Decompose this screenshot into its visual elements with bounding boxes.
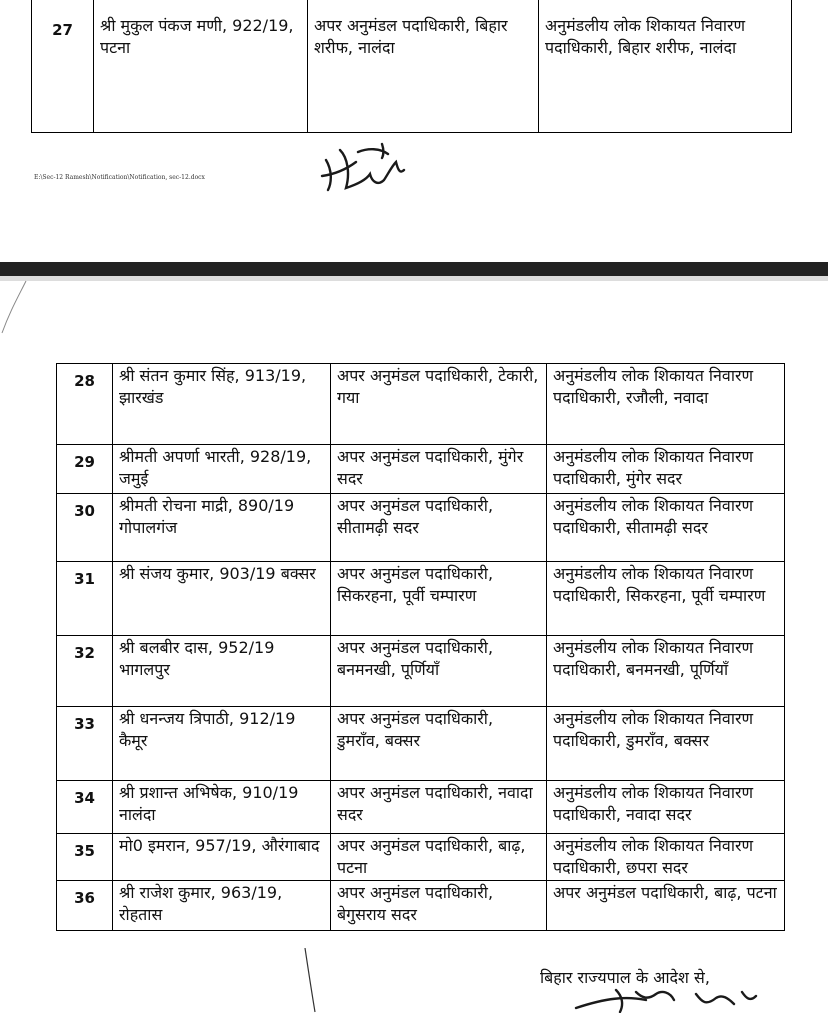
- new-post-cell: अनुमंडलीय लोक शिकायत निवारण पदाधिकारी, मुंगेर सदर: [547, 445, 785, 494]
- current-post-cell: अपर अनुमंडल पदाधिकारी, सिकरहना, पूर्वी चम्पारण: [331, 562, 547, 636]
- top-table: [31, 0, 792, 133]
- officer-name-cell: श्री प्रशान्त अभिषेक, 910/19 नालंदा: [113, 781, 331, 834]
- page-divider: [0, 262, 828, 276]
- table-row: [57, 707, 785, 781]
- new-post-cell: अनुमंडलीय लोक शिकायत निवारण पदाधिकारी, डुमराँव, बक्सर: [547, 707, 785, 781]
- current-post-cell: अपर अनुमंडल पदाधिकारी, डुमराँव, बक्सर: [331, 707, 547, 781]
- new-post-cell: अनुमंडलीय लोक शिकायत निवारण पदाधिकारी, बनमनखी, पूर्णियाँ: [547, 636, 785, 707]
- officer-name-cell: श्री संतन कुमार सिंह, 913/19, झारखंड: [113, 364, 331, 445]
- document-page-top: [0, 0, 828, 262]
- serial-number-cell: 30: [57, 494, 113, 562]
- officer-name-cell: श्री बलबीर दास, 952/19 भागलपुर: [113, 636, 331, 707]
- table-row: [57, 445, 785, 494]
- current-post-cell: अपर अनुमंडल पदाधिकारी, बाढ़, पटना: [331, 834, 547, 881]
- new-post-cell: अपर अनुमंडल पदाधिकारी, बाढ़, पटना: [547, 881, 785, 931]
- table-row: [57, 562, 785, 636]
- signature-mark-bottom: [566, 988, 766, 1013]
- table-row: [57, 636, 785, 707]
- table-row: [57, 781, 785, 834]
- officer-name-cell: श्री संजय कुमार, 903/19 बक्सर: [113, 562, 331, 636]
- file-path: E:\Sec-12 Ramesh\Notification\Notification, sec-12.docx: [34, 174, 205, 181]
- table-row: [57, 364, 785, 445]
- current-post-cell: अपर अनुमंडल पदाधिकारी, सीतामढ़ी सदर: [331, 494, 547, 562]
- current-post-cell: अपर अनुमंडल पदाधिकारी, बेगुसराय सदर: [331, 881, 547, 931]
- current-post-cell: अपर अनुमंडल पदाधिकारी, नवादा सदर: [331, 781, 547, 834]
- new-post-cell: अनुमंडलीय लोक शिकायत निवारण पदाधिकारी, रजौली, नवादा: [547, 364, 785, 445]
- table-row: [57, 494, 785, 562]
- officer-name-cell: श्री राजेश कुमार, 963/19, रोहतास: [113, 881, 331, 931]
- current-post-cell: अपर अनुमंडल पदाधिकारी, बिहार शरीफ, नालंदा: [308, 0, 539, 133]
- current-post-cell: अपर अनुमंडल पदाधिकारी, बनमनखी, पूर्णियाँ: [331, 636, 547, 707]
- serial-number-cell: 33: [57, 707, 113, 781]
- serial-number-cell: 31: [57, 562, 113, 636]
- margin-line: [303, 948, 323, 1013]
- new-post-cell: अनुमंडलीय लोक शिकायत निवारण पदाधिकारी, बिहार शरीफ, नालंदा: [539, 0, 792, 133]
- table-row: [57, 881, 785, 931]
- signature-mark: [318, 140, 418, 202]
- margin-mark: [0, 277, 30, 337]
- posting-table: [56, 363, 785, 931]
- serial-number-cell: 28: [57, 364, 113, 445]
- officer-name-cell: श्रीमती अपर्णा भारती, 928/19, जमुई: [113, 445, 331, 494]
- serial-number-cell: 36: [57, 881, 113, 931]
- officer-name-cell: श्री मुकुल पंकज मणी, 922/19, पटना: [94, 0, 308, 133]
- serial-number-cell: 29: [57, 445, 113, 494]
- officer-name-cell: श्रीमती रोचना माद्री, 890/19 गोपालगंज: [113, 494, 331, 562]
- table-row: [57, 834, 785, 881]
- new-post-cell: अनुमंडलीय लोक शिकायत निवारण पदाधिकारी, सिकरहना, पूर्वी चम्पारण: [547, 562, 785, 636]
- new-post-cell: अनुमंडलीय लोक शिकायत निवारण पदाधिकारी, नवादा सदर: [547, 781, 785, 834]
- new-post-cell: अनुमंडलीय लोक शिकायत निवारण पदाधिकारी, सीतामढ़ी सदर: [547, 494, 785, 562]
- new-post-cell: अनुमंडलीय लोक शिकायत निवारण पदाधिकारी, छपरा सदर: [547, 834, 785, 881]
- current-post-cell: अपर अनुमंडल पदाधिकारी, मुंगेर सदर: [331, 445, 547, 494]
- officer-name-cell: श्री धनन्जय त्रिपाठी, 912/19 कैमूर: [113, 707, 331, 781]
- officer-name-cell: मो0 इमरान, 957/19, औरंगाबाद: [113, 834, 331, 881]
- serial-number-cell: 35: [57, 834, 113, 881]
- closing-order-text: बिहार राज्यपाल के आदेश से,: [540, 968, 710, 987]
- serial-number-cell: 27: [32, 0, 94, 133]
- table-row: [32, 0, 792, 133]
- serial-number-cell: 34: [57, 781, 113, 834]
- current-post-cell: अपर अनुमंडल पदाधिकारी, टेकारी, गया: [331, 364, 547, 445]
- serial-number-cell: 32: [57, 636, 113, 707]
